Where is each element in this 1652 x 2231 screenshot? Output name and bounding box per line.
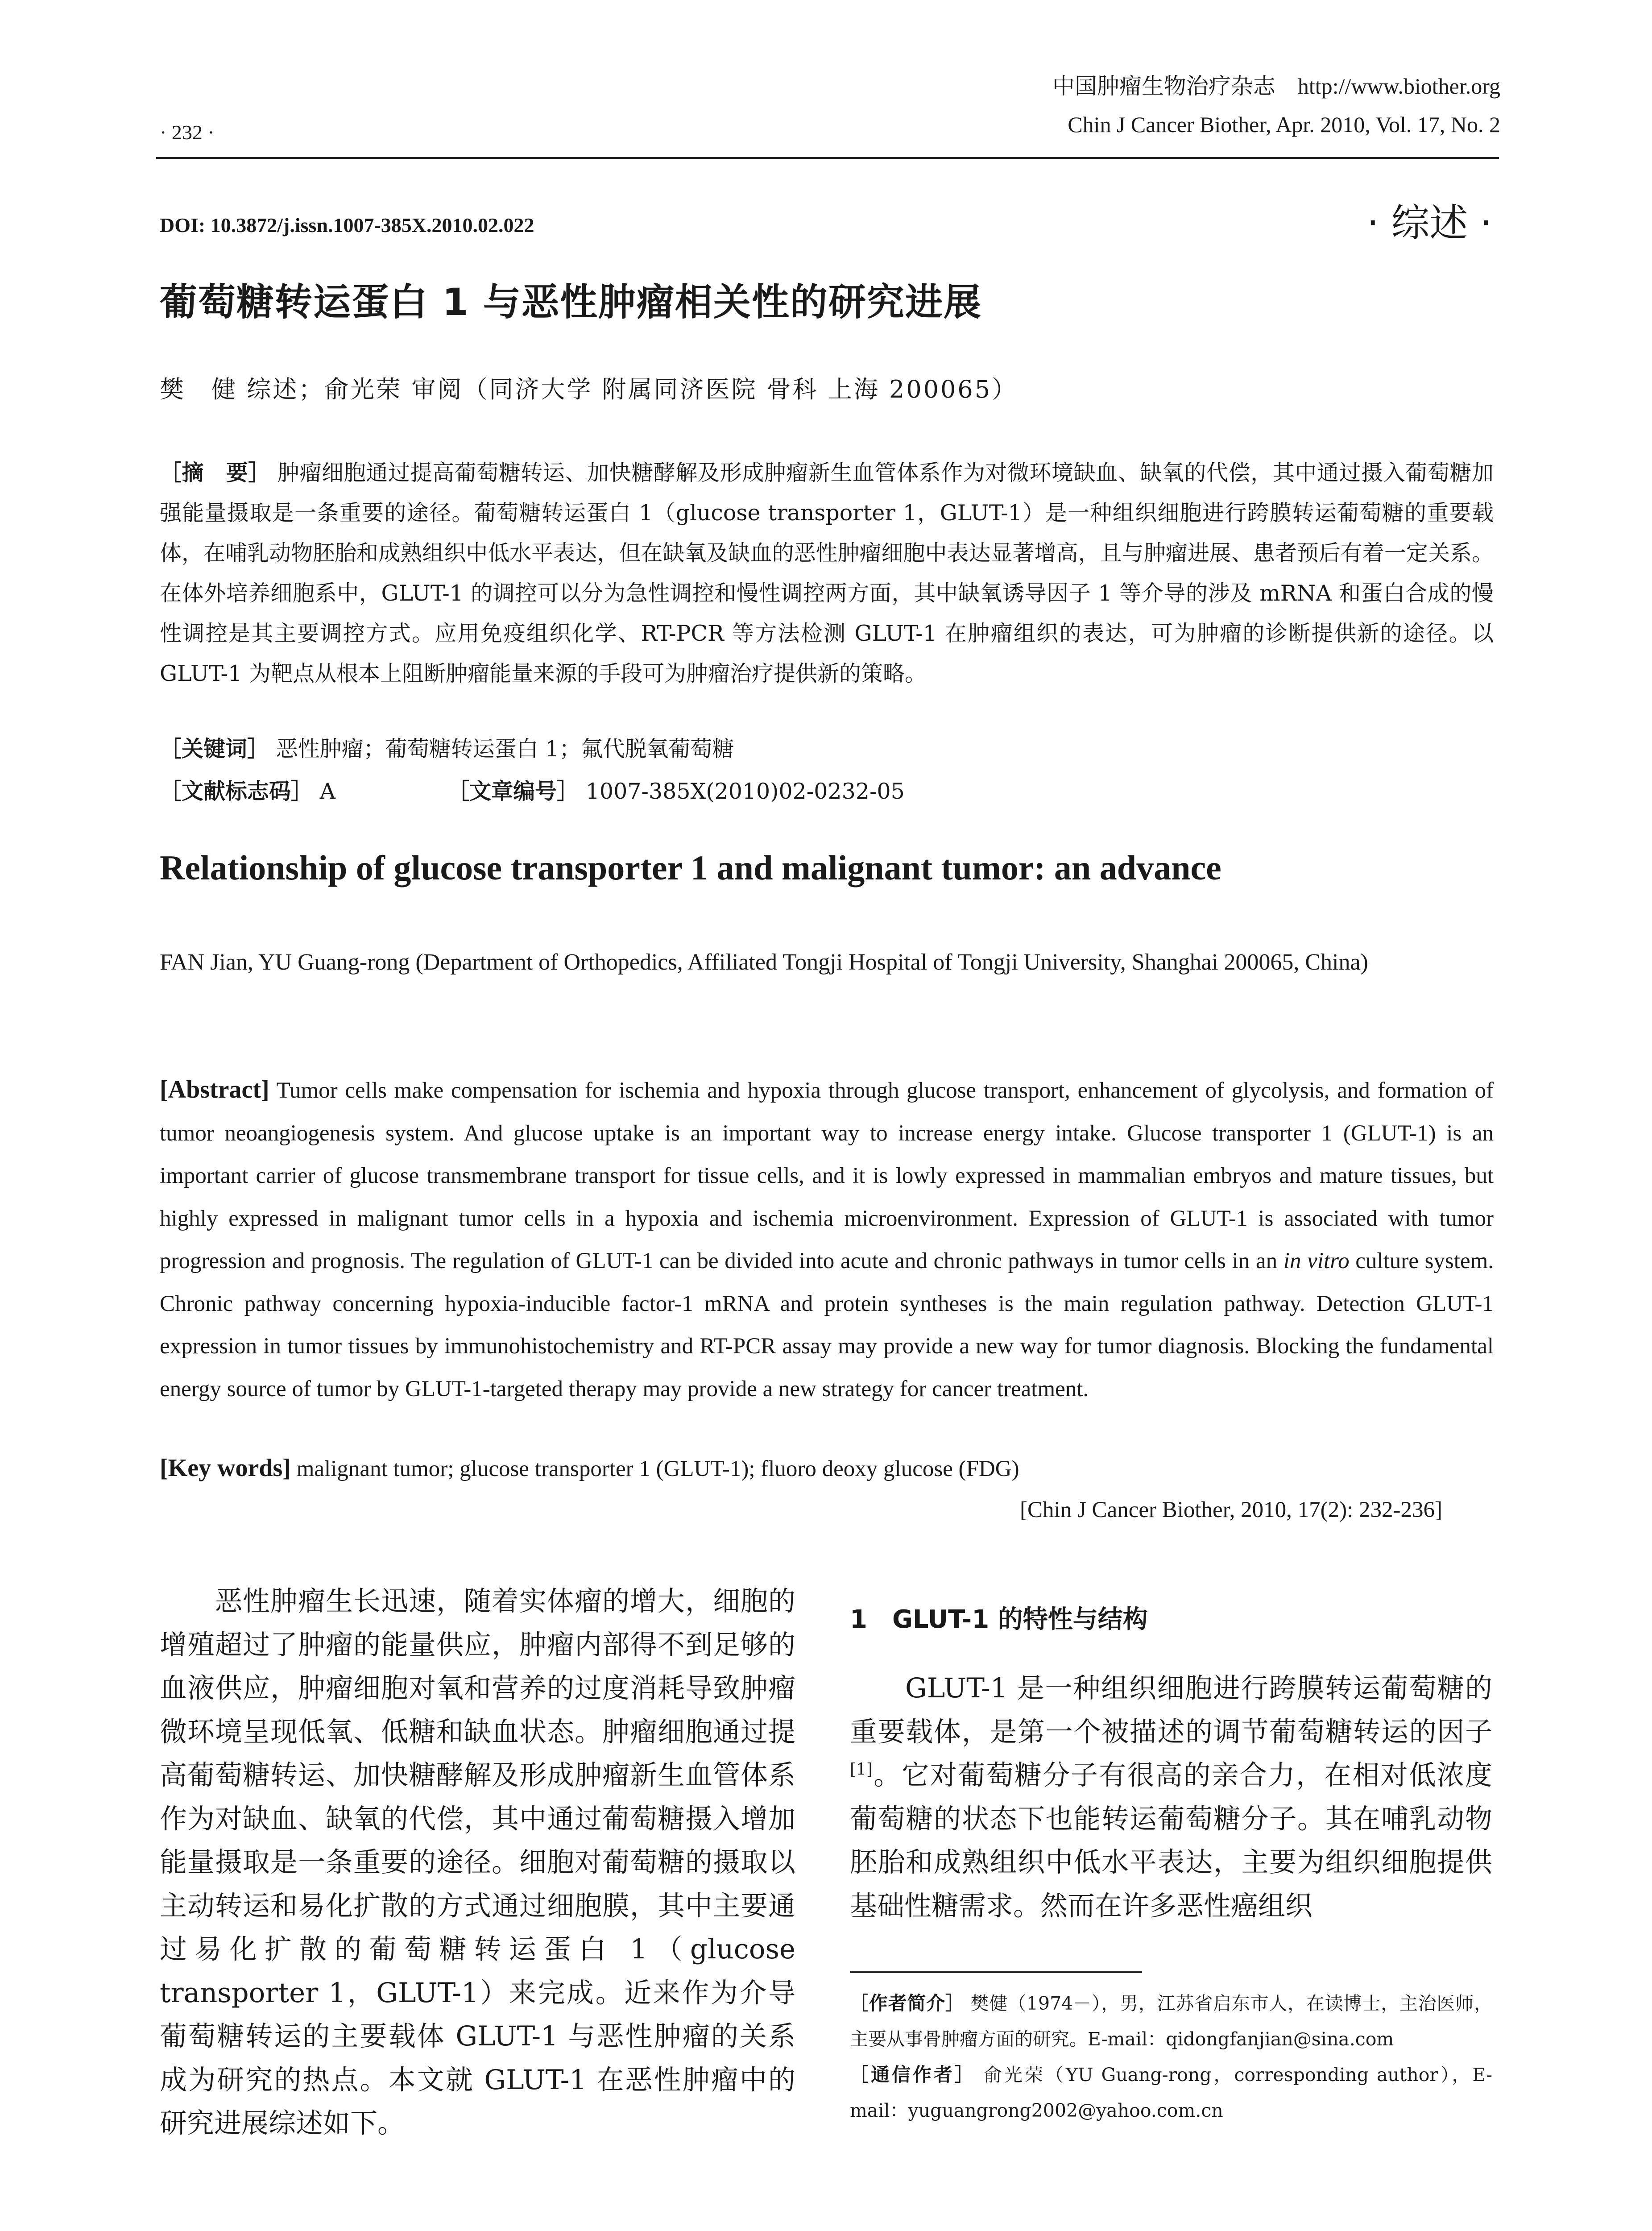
footnotes (850, 1986, 1492, 2128)
section-1-paragraph (850, 1667, 1492, 1928)
keywords-en-text: malignant tumor; glucose transporter 1 (GLUT-1); fluoro deoxy glucose (FDG) (296, 1456, 1019, 1481)
journal-name-cn: 中国肿瘤生物治疗杂志 http://www.biother.org (1052, 74, 1500, 99)
intro-paragraph: 恶性肿瘤生长迅速，随着实体瘤的增大，细胞的增殖超过了肿瘤的能量供应，肿瘤内部得不到足够的血液供应，肿瘤细胞对氧和营养的过度消耗导致肿瘤微环境呈现低氧、低糖和缺血状态。肿瘤细胞通过提高葡萄糖转运、加快糖酵解及形成肿瘤新生血管体系作为对缺血、缺氧的代偿，其中通过葡萄糖摄入增加能量摄取是一条重要的途径。细胞对葡萄糖的摄取以主动转运和易化扩散的方式通过细胞膜，其中主要通过易化扩散的葡萄糖转运蛋白 1（glucose transporter 1，GLUT-1）来完成。近来作为介导葡萄糖转运的主要载体 GLUT-1 与恶性肿瘤的关系成为研究的热点。本文就 GLUT-1 在恶性肿瘤中的研究进展综述如下。 (160, 1585, 795, 2139)
abstract-cn (160, 453, 1494, 694)
abstract-en-text-1: Tumor cells make compensation for ischemia and hypoxia through glucose transport, enhancement of glycolysis, and formation of tumor neoangiogenesis system. And glucose uptake is an important way to increase energy intake. Glucose transporter 1 (GLUT-1) is an important carrier of glucose transmembrane transport for tissue cells, and it is lowly expressed in mammalian embryos and mature tissues, but highly expressed in malignant tumor cells in a hypoxia and ischemia microenvironment. Expression of GLUT-1 is associated with tumor progression and prognosis. The regulation of GLUT-1 can be divided into acute and chronic pathways in tumor cells in an (160, 1078, 1494, 1273)
author-note-text: 樊健（1974－），男，江苏省启东市人，在读博士，主治医师，主要从事骨肿瘤方面的研究。E-mail：qidongfanjian@sina.com (850, 1993, 1492, 2050)
author-note-label: ［作者简介］ (850, 1992, 965, 2014)
journal-issue-en: Chin J Cancer Biother, Apr. 2010, Vol. 17, No. 2 (1068, 112, 1500, 137)
authors-en: FAN Jian, YU Guang-rong (Department of Orthopedics, Affiliated Tongji Hospital of Tongji University, Shanghai 200065, China) (160, 950, 1368, 975)
keywords-cn-text: 恶性肿瘤；葡萄糖转运蛋白 1；氟代脱氧葡萄糖 (276, 736, 734, 762)
doc-code-label: ［文献标志码］ (160, 779, 313, 804)
corresponding-note-label: ［通信作者］ (850, 2064, 976, 2086)
running-header (1052, 67, 1500, 144)
abstract-cn-text: 肿瘤细胞通过提高葡萄糖转运、加快糖酵解及形成肿瘤新生血管体系作为对微环境缺血、缺氧的代偿，其中通过摄入葡萄糖加强能量摄取是一条重要的途径。葡萄糖转运蛋白 1（glucose transporter 1，GLUT-1）是一种组织细胞进行跨膜转运葡萄糖的重要载体，在哺乳动物胚胎和成熟组织中低水平表达，但在缺氧及缺血的恶性肿瘤细胞中表达显著增高，且与肿瘤进展、患者预后有着一定关系。在体外培养细胞系中，GLUT-1 的调控可以分为急性调控和慢性调控两方面，其中缺氧诱导因子 1 等介导的涉及 mRNA 和蛋白合成的慢性调控是其主要调控方式。应用免疫组织化学、RT-PCR 等方法检测 GLUT-1 在肿瘤组织的表达，可为肿瘤的诊断提供新的途径。以 GLUT-1 为靶点从根本上阻断肿瘤能量来源的手段可为肿瘤治疗提供新的策略。 (160, 460, 1494, 686)
article-no-value: 1007-385X(2010)02-0232-05 (585, 779, 905, 804)
citation: [Chin J Cancer Biother, 2010, 17(2): 232-236] (1020, 1497, 1442, 1522)
doi: DOI: 10.3872/j.issn.1007-385X.2010.02.022 (160, 214, 534, 236)
reference-marker: [1] (850, 1760, 873, 1779)
article-meta-cn (160, 774, 1494, 805)
header-divider (156, 157, 1499, 159)
page-number: · 232 · (160, 121, 215, 144)
corresponding-note-text: 俞光荣（YU Guang-rong，corresponding author），E-mail：yuguangrong2002@yahoo.com.cn (850, 2064, 1492, 2121)
corresponding-note (850, 2057, 1492, 2128)
doc-code-value: A (319, 779, 335, 804)
keywords-en (160, 1454, 1494, 1482)
section-1-heading: 1 GLUT-1 的特性与结构 (850, 1605, 1148, 1634)
abstract-en (160, 1069, 1494, 1410)
abstract-cn-label: ［摘 要］ (160, 460, 270, 485)
keywords-en-label: [Key words] (160, 1454, 291, 1482)
abstract-en-label: [Abstract] (160, 1076, 269, 1103)
authors-cn: 樊 健 综述；俞光荣 审阅（同济大学 附属同济医院 骨科 上海 200065） (160, 375, 1018, 403)
author-note (850, 1986, 1492, 2057)
column-tag: · 综述 · (1366, 201, 1492, 245)
section-1-text-2: 。它对葡萄糖分子有很高的亲合力，在相对低浓度葡萄糖的状态下也能转运葡萄糖分子。其在哺乳动物胚胎和成熟组织中低水平表达，主要为组织细胞提供基础性糖需求。然而在许多恶性癌组织 (850, 1759, 1492, 1922)
keywords-cn-label: ［关键词］ (160, 736, 269, 762)
abstract-en-italic: in vitro (1283, 1248, 1350, 1273)
article-no-label: ［文章编号］ (447, 779, 579, 804)
abstract-en-text-2: culture system. Chronic pathway concerning hypoxia-inducible factor-1 mRNA and protein syntheses is the main regulation pathway. Detection GLUT-1 expression in tumor tissues by immunohistochemistry and RT-PCR assay may provide a new way for tumor diagnosis. Blocking the fundamental energy source of tumor by GLUT-1-targeted therapy may provide a new strategy for cancer treatment. (160, 1248, 1494, 1402)
footnote-divider (850, 1971, 1142, 1973)
section-1-text-1: GLUT-1 是一种组织细胞进行跨膜转运葡萄糖的重要载体，是第一个被描述的调节葡萄糖转运的因子 (850, 1672, 1492, 1748)
title-cn: 葡萄糖转运蛋白 1 与恶性肿瘤相关性的研究进展 (160, 280, 982, 324)
title-en: Relationship of glucose transporter 1 and malignant tumor: an advance (160, 848, 1221, 887)
keywords-cn (160, 732, 1494, 763)
